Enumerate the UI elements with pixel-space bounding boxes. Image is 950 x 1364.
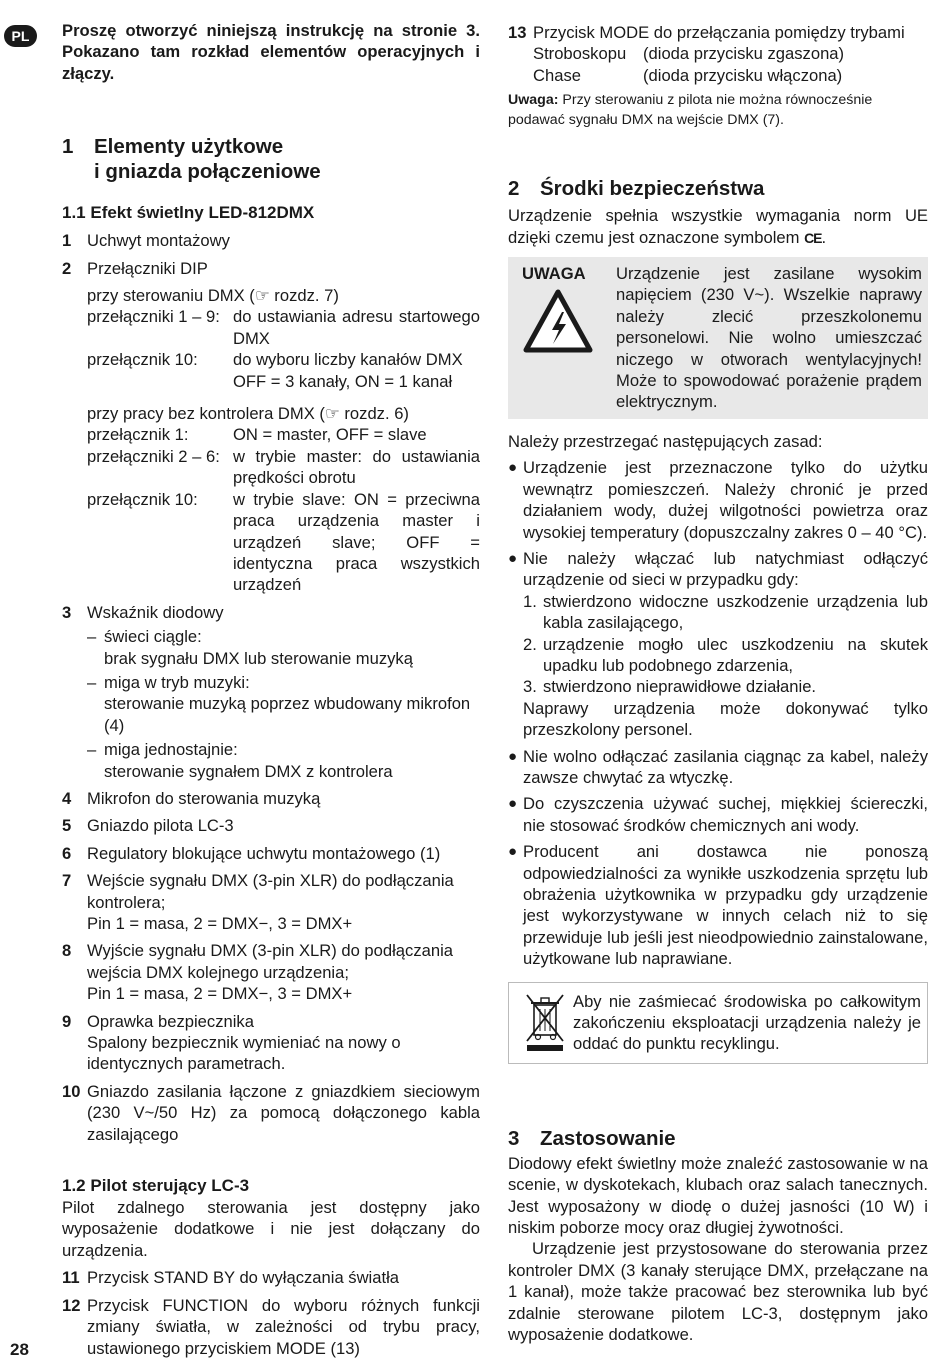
item-text: Przycisk FUNCTION do wyboru różnych funkcji zmiany światła, w zależności od trybu pracy, ustawionego przyciskiem MODE (13) — [87, 1295, 480, 1358]
subitem-number: 1. — [523, 591, 537, 611]
item-number: 11 — [62, 1268, 80, 1288]
item-number: 4 — [62, 788, 72, 808]
item-text: Wyjście sygnału DMX (3-pin XLR) do podłączania wejścia DMX kolejnego urządzenia; — [87, 941, 453, 982]
mode-desc: (dioda przycisku zgaszona) — [643, 44, 845, 64]
list-item — [62, 870, 480, 934]
bullet-icon: ● — [508, 843, 518, 861]
dip-dmx-block — [87, 285, 480, 392]
section-title-line: i gniazda połączeniowe — [94, 160, 321, 184]
section-number: 3 — [508, 1126, 520, 1150]
bullet-icon: ● — [508, 549, 518, 567]
list-item — [508, 22, 928, 43]
high-voltage-icon — [522, 288, 594, 354]
led-state — [87, 626, 480, 669]
subitem-text: urządzenie mogło ulec uszkodzeniu na skutek upadku lub podobnego zdarzenia, — [543, 634, 928, 675]
list-item — [62, 1267, 480, 1288]
mode-list — [533, 43, 928, 86]
item-text: Przycisk STAND BY do wyłączania światła — [87, 1268, 399, 1288]
led-states — [87, 626, 480, 782]
led-state — [87, 739, 480, 782]
dash-marker: – — [87, 672, 97, 692]
bullet-icon: ● — [508, 459, 518, 477]
bullet-item — [508, 457, 928, 543]
dip-row — [87, 446, 480, 489]
subsection-1-1-heading: 1.1 Efekt świetlny LED-812DMX — [62, 203, 315, 223]
dip-value: w trybie master: do ustawiania prędkości obrotu — [233, 446, 480, 488]
dash-marker: – — [87, 627, 97, 647]
section-2-text: Urządzenie spełnia wszystkie wymagania norm UE dzięki czemu jest oznaczone symbolem CE. — [508, 206, 928, 247]
item-text: Gniazdo pilota LC-3 — [87, 816, 234, 836]
bullet-text: Urządzenie jest przeznaczone tylko do użytku wewnątrz pomieszczeń. Należy chronić je przed działaniem wody, dużej wilgotności powietrza oraz wysokiej temperatury (dopuszczalny zakres 0 – 40 °C). — [523, 458, 928, 542]
bullet-text: Producent ani dostawca nie ponoszą odpowiedzialności za wynikłe uszkodzenia sprzętu lub obrażenia użytkownika w przypadku gdy urządzenie jest wykorzystywane w innych celach niż to się przewiduje lub jeśli jest nieodpowiednio zainstalowane, użytkowane lub naprawiane. — [523, 842, 928, 969]
item-number: 7 — [62, 871, 72, 891]
left-column — [62, 20, 480, 1359]
item-number: 5 — [62, 816, 72, 836]
dip-row — [87, 424, 480, 445]
section-2-heading — [508, 176, 928, 201]
warning-label: UWAGA — [522, 264, 586, 284]
item-pinout: Pin 1 = masa, 2 = DMX−, 3 = DMX+ — [87, 914, 353, 933]
warning-box — [508, 257, 928, 419]
right-column — [508, 20, 928, 1346]
item-text: Wskaźnik diodowy — [87, 602, 224, 622]
item-number: 1 — [62, 231, 72, 251]
dip-nodmx-heading: przy pracy bez kontrolera DMX (☞ rozdz. 6) — [87, 404, 409, 424]
section-number: 1 — [62, 135, 74, 159]
bullet-item — [508, 746, 928, 789]
list-item — [62, 1081, 480, 1145]
dip-label: przełączniki 1 – 9: — [87, 307, 220, 327]
item-text: Mikrofon do sterowania muzyką — [87, 788, 321, 808]
section-title: Środki bezpieczeństwa — [540, 177, 765, 201]
intro-text: Proszę otworzyć niniejszą instrukcję na stronie 3. Pokazano tam rozkład elementów operacyjnych i złączy. — [62, 21, 480, 83]
item-number: 8 — [62, 941, 72, 961]
rules-intro: Należy przestrzegać następujących zasad: — [508, 431, 823, 451]
subsection-1-2-text: Pilot zdalnego sterowania jest dostępny jako wyposażenie dodatkowe i nie jest dołączany do urządzenia. — [62, 1198, 480, 1260]
item-number: 12 — [62, 1295, 81, 1315]
section-title: Zastosowanie — [540, 1126, 676, 1150]
subitem-number: 3. — [523, 677, 537, 697]
dip-value: w trybie slave: ON = przeciwna praca urządzenia master i urządzeń slave; OFF = identyczna praca wszystkich urządzeń — [233, 489, 480, 595]
bullet-text: Nie należy włączać lub natychmiast odłączyć urządzenie od sieci w przypadku gdy: — [523, 548, 928, 590]
list-item — [62, 843, 480, 864]
crossed-bin-icon — [517, 991, 573, 1053]
bullet-text: Do czyszczenia używać suchej, miękkiej ściereczki, nie stosować środków chemicznych ani wody. — [523, 794, 928, 835]
dip-value: ON = master, OFF = slave — [233, 425, 427, 445]
dip-row — [87, 489, 480, 596]
item-text: Oprawka bezpiecznika — [87, 1011, 254, 1031]
subitem-number: 2. — [523, 634, 537, 654]
mode-name: Stroboskopu — [533, 44, 627, 64]
list-item — [62, 1295, 480, 1359]
recycling-box — [508, 982, 928, 1064]
dash-marker: – — [87, 740, 97, 760]
item-number: 13 — [508, 23, 527, 42]
ce-mark-icon: CE — [804, 229, 822, 246]
dip-row — [87, 306, 480, 349]
led-state-title: miga jednostajnie: — [104, 740, 238, 760]
dip-label: przełącznik 10: — [87, 489, 198, 509]
mode-desc: (dioda przycisku włączona) — [643, 65, 843, 85]
mode-row — [533, 43, 928, 64]
numbered-subitem — [523, 634, 928, 677]
led-state-title: miga w tryb muzyki: — [104, 672, 250, 692]
dip-dmx-heading: przy sterowaniu DMX (☞ rozdz. 7) — [87, 286, 339, 306]
item-text: Przycisk MODE do przełączania pomiędzy trybami — [533, 23, 905, 42]
list-item — [62, 230, 480, 251]
bullet-item — [508, 548, 928, 741]
dip-label: przełącznik 10: — [87, 350, 198, 370]
language-badge: PL — [4, 25, 37, 47]
item-number: 6 — [62, 843, 72, 863]
section-number: 2 — [508, 177, 520, 201]
bullet-icon: ● — [508, 795, 518, 813]
dip-row — [87, 349, 480, 392]
list-item — [62, 258, 480, 279]
subitem-text: stwierdzono widoczne uszkodzenie urządzenia lub kabla zasilającego, — [543, 591, 928, 633]
item-text: Wejście sygnału DMX (3-pin XLR) do podłączania kontrolera; — [87, 871, 454, 912]
mode-row — [533, 65, 928, 86]
warning-text: Urządzenie jest zasilane wysokim napięciem (230 V~). Wszelkie naprawy należy zlecić przeszkolonemu personelowi. Nie wolno umieszczać niczego w otworach wentylacyjnych! Może to spowodować porażenie prądem elektrycznym. — [616, 264, 922, 412]
conformity-text: Urządzenie spełnia wszystkie wymagania norm UE dzięki czemu jest oznaczone symbolem — [508, 206, 928, 247]
item-number: 9 — [62, 1011, 72, 1031]
dip-value: do wyboru liczby kanałów DMX — [233, 350, 463, 370]
list-item — [62, 602, 480, 623]
list-item — [62, 815, 480, 836]
led-state-title: świeci ciągle: — [104, 627, 202, 647]
led-state-desc: brak sygnału DMX lub sterowanie muzyką — [104, 648, 413, 668]
list-item — [62, 788, 480, 809]
numbered-subitem — [523, 591, 928, 634]
bullet-text: Naprawy urządzenia może dokonywać tylko przeszkolony personel. — [523, 698, 928, 740]
led-state — [87, 672, 480, 736]
item-note: Spalony bezpiecznik wymieniać na nowy o identycznych parametrach. — [87, 1033, 401, 1074]
section-title-line: Elementy użytkowe — [94, 135, 284, 159]
recycling-text: Aby nie zaśmiecać środowiska po całkowitym zakończeniu eksploatacji urządzenia należy je oddać do punktu recyklingu. — [573, 991, 921, 1054]
dip-nodmx-block — [87, 403, 480, 596]
dip-label: przełącznik 1: — [87, 425, 189, 445]
application-paragraph: Urządzenie jest przystosowane do sterowania przez kontroler DMX (3 kanały sterujące DMX, przełączane na 1 kanał), może także pracować bez sterownika lub być zdalnie sterowane pilotem LC-3, dostępnym jako wyposażenie dodatkowe. — [508, 1239, 928, 1345]
item-number: 3 — [62, 602, 72, 622]
bullet-item — [508, 793, 928, 836]
item-text: Przełączniki DIP — [87, 258, 208, 278]
led-state-desc: sterowanie sygnałem DMX z kontrolera — [104, 761, 393, 781]
subsection-1-2-heading: 1.2 Pilot sterujący LC-3 — [62, 1176, 250, 1196]
section-3-heading — [508, 1126, 928, 1151]
item-number: 2 — [62, 258, 72, 278]
mode-name: Chase — [533, 65, 581, 85]
dip-value: OFF = 3 kanały, ON = 1 kanał — [233, 371, 453, 391]
bullet-item — [508, 841, 928, 969]
item-text: Gniazdo zasilania łączone z gniazdkiem sieciowym (230 V~/50 Hz) za pomocą dołączonego kabla zasilającego — [87, 1081, 480, 1144]
subitem-text: stwierdzono nieprawidłowe działanie. — [543, 677, 817, 697]
bullet-icon: ● — [508, 747, 518, 765]
application-paragraph: Diodowy efekt świetlny może znaleźć zastosowanie w na scenie, w dyskotekach, klubach oraz salach tanecznych. Jest wyposażony w diodę o dużej jasności (10 W) i niskim poborze mocy oraz długiej żywotności. — [508, 1153, 928, 1238]
list-item — [62, 940, 480, 1004]
remote-note — [508, 90, 928, 130]
list-item — [62, 1011, 480, 1075]
page-number: 28 — [10, 1340, 29, 1359]
item-number: 10 — [62, 1081, 81, 1101]
bullet-text: Nie wolno odłączać zasilania ciągnąc za kabel, należy zawsze chwytać za wtyczkę. — [523, 746, 928, 787]
dip-label: przełączniki 2 – 6: — [87, 446, 220, 466]
section-1-heading — [62, 134, 480, 184]
item-pinout: Pin 1 = masa, 2 = DMX−, 3 = DMX+ — [87, 984, 353, 1004]
note-label: Uwaga: — [508, 92, 559, 109]
note-text: Przy sterowaniu z pilota nie można równocześnie podawać sygnału DMX na wejście DMX (7). — [508, 92, 873, 129]
item-text: Regulatory blokujące uchwytu montażowego (1) — [87, 843, 441, 863]
dip-value: do ustawiania adresu startowego DMX — [233, 307, 480, 348]
led-state-desc: sterowanie muzyką poprzez wbudowany mikrofon (4) — [104, 694, 471, 735]
item-text: Uchwyt montażowy — [87, 231, 230, 251]
numbered-subitem — [523, 676, 928, 697]
